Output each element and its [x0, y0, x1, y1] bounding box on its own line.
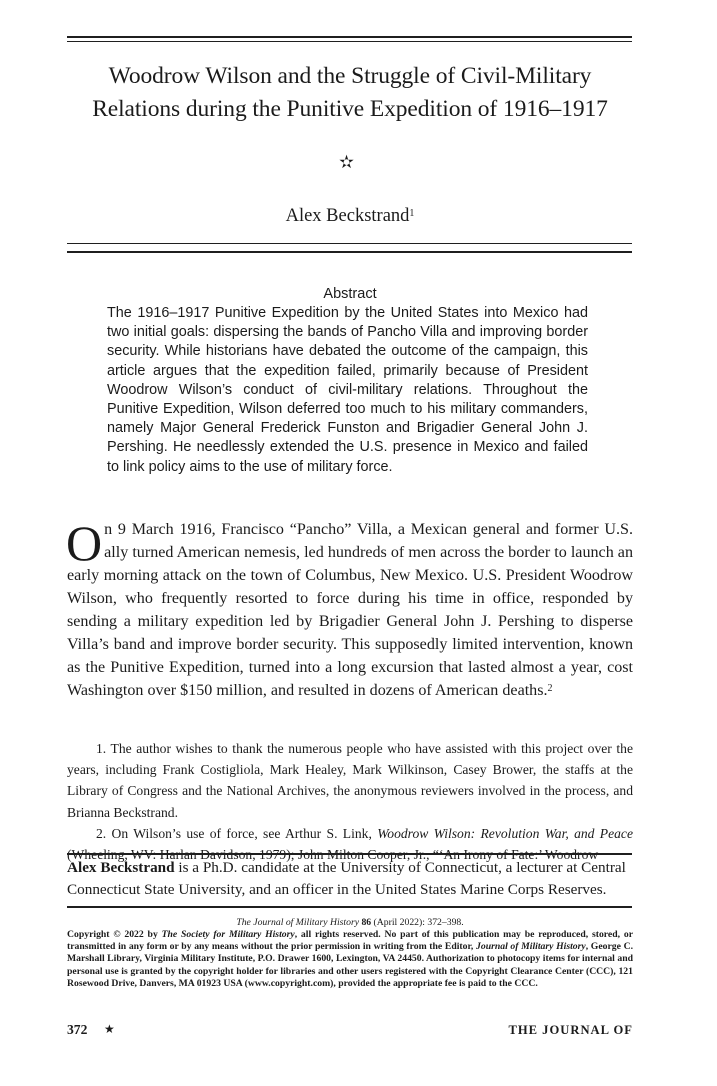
- abstract-heading: Abstract: [323, 286, 377, 302]
- page-number: 372: [67, 1022, 88, 1037]
- title-line-1: Woodrow Wilson and the Struggle of Civil-Military: [108, 63, 592, 89]
- journal-citation: [67, 917, 633, 929]
- bio-bottom-rule: [67, 906, 632, 908]
- article-title: [60, 60, 640, 126]
- author-footnote-marker: 1: [409, 208, 415, 219]
- body-paragraph: [66, 515, 633, 702]
- citation-journal: The Journal of Military History: [236, 917, 360, 928]
- author-bio: [67, 857, 633, 900]
- body-footnote-marker: 2: [547, 683, 553, 694]
- copyright-middle: , all rights reserved. No part of this publication may be reproduced, stored, or transmitted in any form or by any means without the prior permission in writing from the Editor,: [67, 929, 633, 953]
- body-paragraph-text: n 9 March 1916, Francisco “Pancho” Villa, a Mexican general and former U.S. ally turned American nemesis, led hundreds of men across the border to launch an early morning attack on the town of Columbus, New Mexico. U.S. President Woodrow Wilson, who frequently resorted to force during his time in office, responded by sending a military expedition led by Brigadier General John J. Pershing to disperse Villa’s band and improve border security. This supposedly limited intervention, known as the Punitive Expedition, turned into a long excursion that lasted almost a year, cost Washington over $150 million, and resulted in dozens of American deaths.: [67, 521, 633, 699]
- footer-star-icon: ★: [104, 1022, 115, 1036]
- copyright-society: The Society for Military History: [161, 929, 295, 940]
- author-byline: [60, 205, 640, 227]
- copyright-notice: [67, 929, 633, 990]
- citation-volume: 86: [361, 917, 372, 928]
- ornament-star-icon: ✫: [339, 152, 355, 172]
- footnote-1: 1. The author wishes to thank the numerous people who have assisted with this project over the years, including Frank Costigliola, Mark Healey, Mark Wilkinson, Casey Brower, the staffs at the Library of Congress and the National Archives, the anonymous reviewers involved in the process, and Brianna Beckstrand.: [67, 741, 633, 820]
- copyright-prefix: Copyright © 2022 by: [67, 929, 162, 940]
- footnotes: [67, 738, 633, 865]
- abstract-text: The 1916–1917 Punitive Expedition by the United States into Mexico had two initial goals: dispersing the bands of Pancho Villa and improving border security. While historians have debated the outcome of the campaign, this article argues that the expedition failed, primarily because of President Woodrow Wilson’s conduct of civil-military relations. Throughout the Punitive Expedition, Wilson deferred too much to his military commanders, namely Major General Frederick Funston and Brigadier General John J. Pershing. He needlessly extended the U.S. presence in Mexico and failed to link policy aims to the use of military force.: [107, 305, 588, 475]
- footnote-2-text-a: 2. On Wilson’s use of force, see Arthur S. Link,: [96, 825, 378, 841]
- running-head: THE JOURNAL OF: [508, 1023, 633, 1037]
- top-rule-thick: [67, 36, 632, 38]
- copyright-suffix: , George C. Marshall Library, Virginia Military Institute, P.O. Drawer 1600, Lexington, VA 24450. Authorization to photocopy items for internal and personal use is granted by the copyright holder for libraries and other users registered with the Copyright Clearance Center (CCC), 121 Rosewood Drive, Danvers, MA 01923 USA (www.copyright.com), provided the appropriate fee is paid to the CCC.: [67, 941, 634, 989]
- top-rule-thin: [67, 41, 632, 42]
- header-rule-thick: [67, 251, 632, 253]
- bio-name: Alex Beckstrand: [67, 859, 175, 876]
- drop-cap: O: [66, 515, 103, 571]
- header-rule-thin: [67, 243, 632, 244]
- citation-pages: 372–398.: [427, 917, 464, 928]
- footnote-2-book-title: Woodrow Wilson: Revolution War, and Peace: [377, 825, 633, 841]
- author-name: Alex Beckstrand: [285, 206, 410, 226]
- title-line-2: Relations during the Punitive Expedition of 1916–1917: [92, 96, 608, 122]
- bio-rule: [67, 853, 632, 855]
- citation-issue: (April 2022):: [373, 917, 425, 928]
- copyright-journal: Journal of Military History: [476, 941, 586, 953]
- bio-text: is a Ph.D. candidate at the University of Connecticut, a lecturer at Central Connecticut State University, and an officer in the United States Marine Corps Reserves.: [67, 859, 626, 898]
